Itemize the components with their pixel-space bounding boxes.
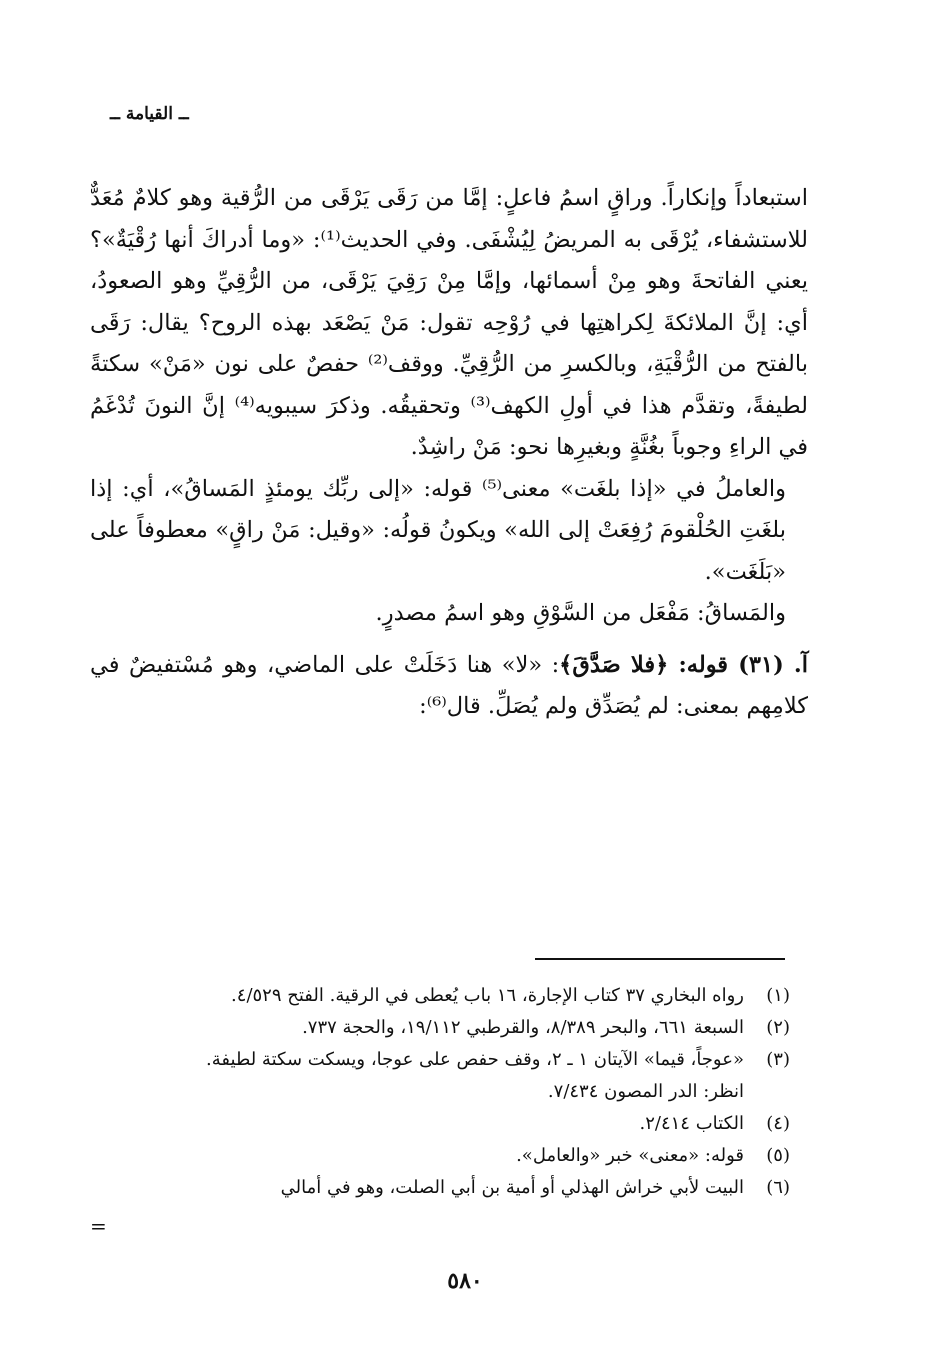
paragraph-1: استبعاداً وإنكاراً. وراقٍ اسمُ فاعلٍ: إمَّا من رَقَى يَرْقَى من الرُّقية وهو كلامٌ مُعَدٌّ للاستشفاء، يُرْقَى به المريضُ لِيُشْفَى. وفي الحديث⁽¹⁾: «وما أدراكَ أنها رُقْيَةٌ»؟ يعني الفاتحةَ وهو مِنْ أسمائها، وإمَّا مِنْ رَقِيَ يَرْقَى، من الرُّقِيِّ وهو الصعودُ، أي: إنَّ الملائكةَ لِكراهتِها في رُوْحِه تقول: مَنْ يَصْعَد بهذه الروح؟ يقال: رَقَى بالفتح من الرُّقْيَةِ، وبالكسرِ من الرُّقِيِّ. ووقف⁽²⁾ حفصٌ على نون «مَنْ» سكتةً لطيفةً، وتقدَّم هذا في أولِ الكهف⁽³⁾ وتحقيقُه. وذكرَ سيبويه⁽⁴⁾ إنَّ النونَ تُدْغَمُ في الراءِ وجوباً بغُنَّةٍ وبغيرِها نحو: مَنْ راشِدٌ. xyxy=(90,185,808,460)
footnote-number: (٤) xyxy=(766,1113,790,1134)
paragraph-3: والمَساقُ: مَفْعَل من السَّوْقِ وهو اسمُ مصدرٍ. xyxy=(375,600,786,626)
paragraph-2: والعاملُ في «إذا بلغَت» معنى⁽⁵⁾ قوله: «إلى ربِّك يومئذٍ المَساقُ»، أي: إذا بلغَتِ الحُلْقومَ رُفِعَتْ إلى الله» ويكونُ قولُه: «وقيل: مَنْ راقٍ» معطوفاً على «بَلَغَت». xyxy=(90,475,786,585)
footnote-text: قوله: «معنى» خبر «والعامل». xyxy=(516,1145,744,1166)
footnote-text: «عوجاً، قيما» الآيتان ١ ـ ٢، وقف حفص على عوجا، ويسكت سكتة لطيفة. xyxy=(206,1049,744,1070)
footnote-text: رواه البخاري ٣٧ كتاب الإجارة، ١٦ باب يُعطى في الرقية. الفتح ٤/٥٢٩. xyxy=(231,985,744,1006)
footnote-4 xyxy=(100,1108,790,1140)
footnote-3 xyxy=(100,1044,790,1076)
main-text xyxy=(90,178,808,728)
footnote-text: البيت لأبي خراش الهذلي أو أمية بن أبي الصلت، وهو في أمالي xyxy=(280,1177,744,1198)
footnote-text: الكتاب ٢/٤١٤. xyxy=(639,1113,744,1134)
footnote-number: (١) xyxy=(766,985,790,1006)
footnote-5 xyxy=(100,1140,790,1172)
verse-paragraph xyxy=(90,645,808,728)
continuation-mark: = xyxy=(90,1214,107,1238)
footnote-number: (٣) xyxy=(766,1049,790,1070)
footnote-3-continuation: انظر: الدر المصون ٧/٤٣٤. xyxy=(547,1081,744,1102)
footnote-6 xyxy=(100,1172,790,1204)
verse-commentary: : «لا» هنا دَخَلَتْ على الماضي، وهو مُسْتفيضٌ في كلامِهم بمعنى: لم يُصَدِّق ولم يُصَلِّ. قال⁽⁶⁾: xyxy=(90,651,808,719)
verse-quote: ﴿فلا صَدَّقَ﴾ xyxy=(559,651,669,678)
verse-prefix: آ. (٣١) قوله: xyxy=(668,651,808,678)
footnote-1 xyxy=(100,980,790,1012)
footnote-separator xyxy=(535,958,785,960)
page-number: ٥٨٠ xyxy=(447,1268,483,1294)
footnote-number: (٦) xyxy=(766,1177,790,1198)
footnote-number: (٥) xyxy=(766,1145,790,1166)
footnote-number: (٢) xyxy=(766,1017,790,1038)
footnote-2 xyxy=(100,1012,790,1044)
footnotes xyxy=(100,980,790,1204)
footnote-text: السبعة ٦٦١، والبحر ٨/٣٨٩، والقرطبي ١٩/١١٢، والحجة ٧٣٧. xyxy=(302,1017,744,1038)
running-header: ــ القيامة ــ xyxy=(110,104,189,124)
